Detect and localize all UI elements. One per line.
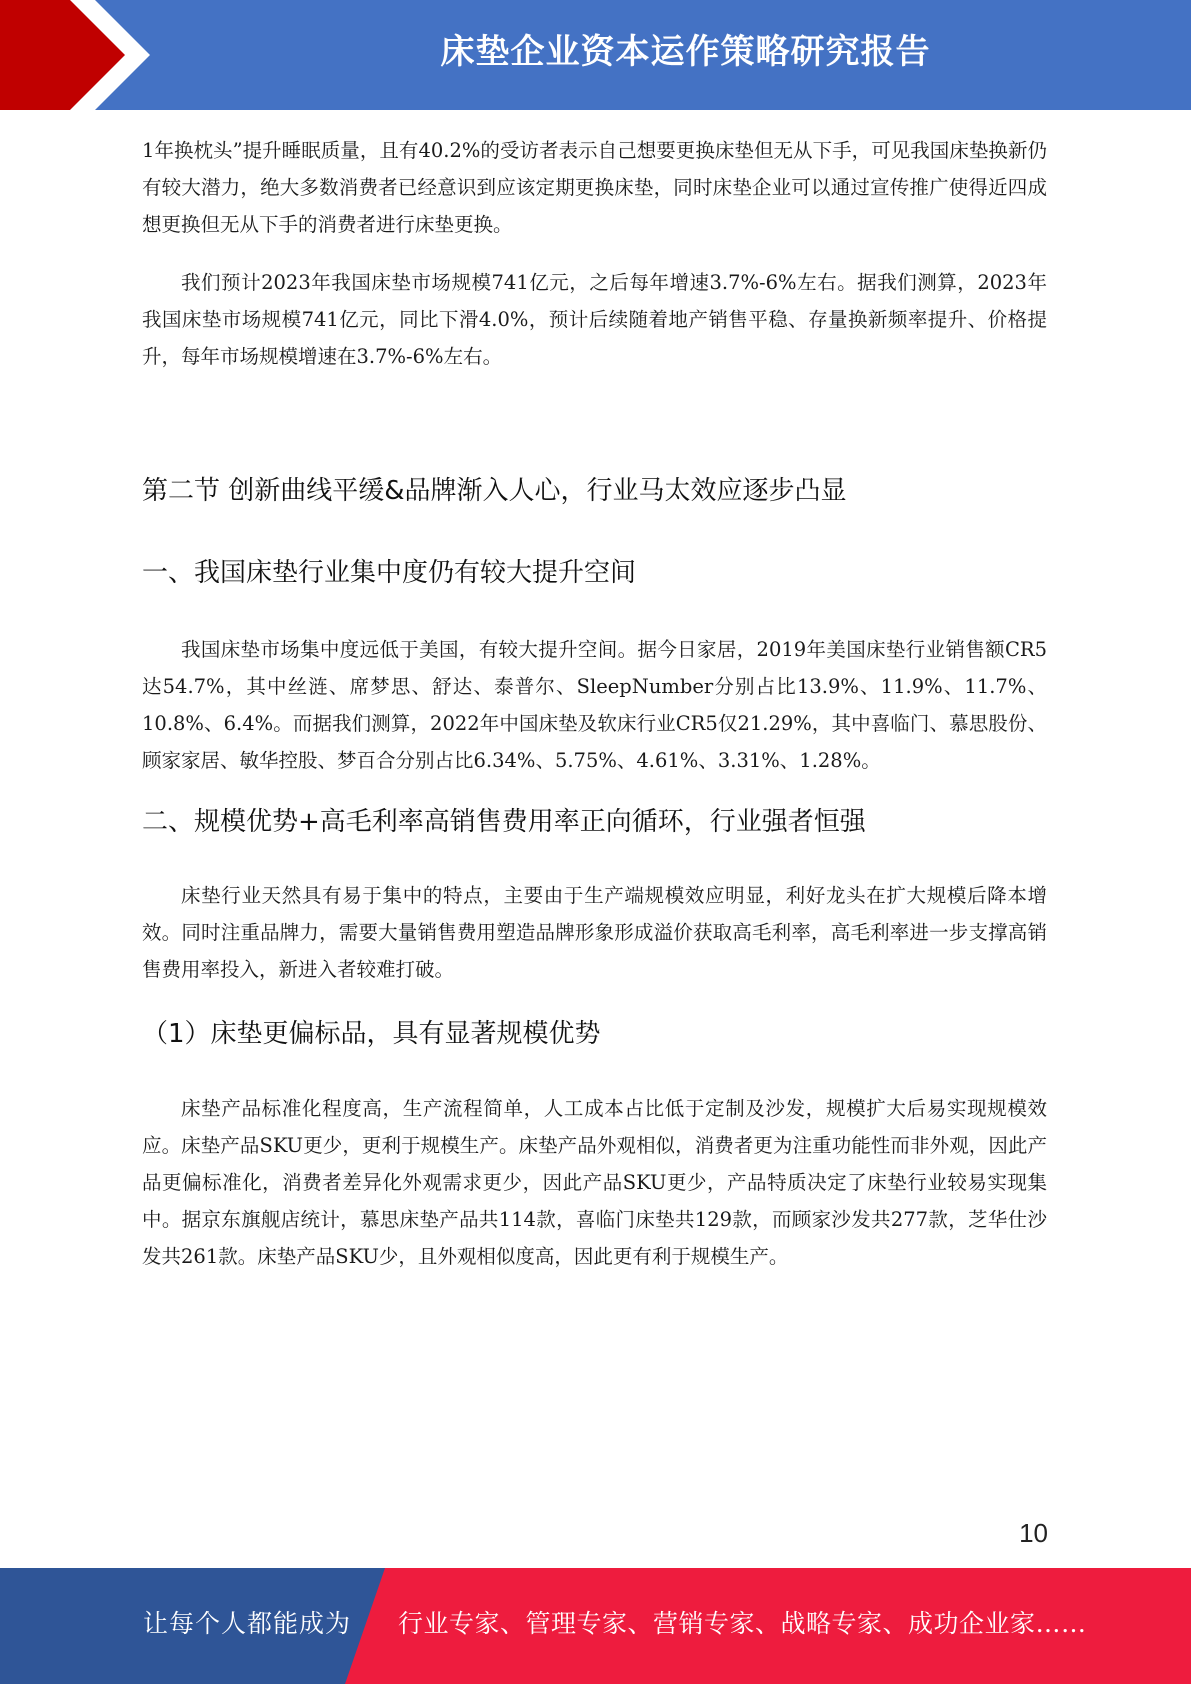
report-title: 床垫企业资本运作策略研究报告	[440, 32, 931, 72]
page-content	[142, 132, 1047, 1275]
page-header	[0, 0, 1191, 110]
heading-standardized-product: （1）床垫更偏标品，具有显著规模优势	[142, 1019, 601, 1049]
footer-slogan-left: 让每个人都能成为	[143, 1609, 352, 1638]
paragraph-market-size-forecast: 我们预计2023年我国床垫市场规模741亿元，之后每年增速3.7%-6%左右。据我们测算，2023年我国床垫市场规模741亿元，同比下滑4.0%，预计后续随着地产销售平稳、存量换新频率提升、价格提升，每年市场规模增速在3.7%-6%左右。	[142, 271, 1047, 368]
page-footer	[0, 1568, 1191, 1684]
section-title: 第二节 创新曲线平缓&品牌渐入人心，行业马太效应逐步凸显	[142, 476, 847, 506]
heading-scale-advantage: 二、规模优势+高毛利率高销售费用率正向循环，行业强者恒强	[142, 807, 866, 837]
paragraph-market-concentration: 我国床垫市场集中度远低于美国，有较大提升空间。据今日家居，2019年美国床垫行业销售额CR5达54.7%，其中丝涟、席梦思、舒达、泰普尔、SleepNumber分别占比13.9%、11.9%、11.7%、10.8%、6.4%。而据我们测算，2022年中国床垫及软床行业CR5仅21.29%，其中喜临门、慕思股份、顾家家居、敏华控股、梦百合分别占比6.34%、5.75%、4.61%、3.31%、1.28%。	[142, 638, 1047, 772]
page-number: 10	[1019, 1518, 1048, 1548]
footer-slogan-right: 行业专家、管理专家、营销专家、战略专家、成功企业家……	[398, 1609, 1087, 1638]
paragraph-scale-cycle: 床垫行业天然具有易于集中的特点，主要由于生产端规模效应明显，利好龙头在扩大规模后降本增效。同时注重品牌力，需要大量销售费用塑造品牌形象形成溢价获取高毛利率，高毛利率进一步支撑高销售费用率投入，新进入者较难打破。	[142, 884, 1047, 981]
heading-concentration: 一、我国床垫行业集中度仍有较大提升空间	[142, 558, 637, 588]
paragraph-mattress-replacement: 1年换枕头”提升睡眠质量，且有40.2%的受访者表示自己想要更换床垫但无从下手，可见我国床垫换新仍有较大潜力，绝大多数消费者已经意识到应该定期更换床垫，同时床垫企业可以通过宣传推广使得近四成想更换但无从下手的消费者进行床垫更换。	[142, 139, 1047, 236]
paragraph-standardization: 床垫产品标准化程度高，生产流程简单，人工成本占比低于定制及沙发，规模扩大后易实现规模效应。床垫产品SKU更少，更利于规模生产。床垫产品外观相似，消费者更为注重功能性而非外观，因此产品更偏标准化，消费者差异化外观需求更少，因此产品SKU更少，产品特质决定了床垫行业较易实现集中。据京东旗舰店统计，慕思床垫产品共114款，喜临门床垫共129款，而顾家沙发共277款，芝华仕沙发共261款。床垫产品SKU少，且外观相似度高，因此更有利于规模生产。	[142, 1097, 1047, 1268]
